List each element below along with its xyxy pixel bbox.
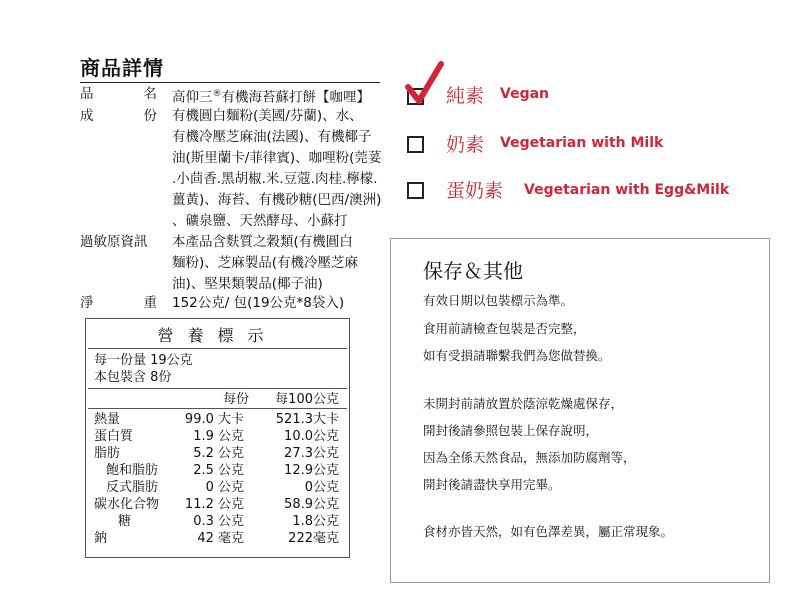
diet-en-vegan: Vegan: [500, 86, 549, 102]
diet-label-vegan: 純素: [446, 85, 485, 107]
storage-line: 未開封前請放置於蔭涼乾燥處保存，: [423, 396, 624, 411]
diet-checkbox-egg-milk[interactable]: [407, 182, 424, 199]
nutrition-row-name: 熱量: [94, 412, 121, 427]
nutrition-row-per100: 0公克: [304, 480, 339, 495]
nutrition-row-name: 碳水化合物: [94, 497, 160, 512]
diet-checkbox-milk[interactable]: [407, 136, 424, 153]
nutrition-row-per100: 521.3大卡: [275, 412, 339, 427]
spec-name-label: 品 名: [80, 86, 157, 102]
title-divider: [80, 82, 380, 83]
storage-line: 食材亦皆天然，如有色澤差異，屬正常現象。: [423, 524, 674, 539]
nutrition-servings: 本包裝含 8份: [94, 370, 172, 385]
diet-en-egg-milk: Vegetarian with Egg&Milk: [524, 182, 730, 198]
spec-net-value: 152公克/ 包(19公克*8袋入): [172, 295, 345, 311]
spec-allergen-row: [80, 232, 400, 295]
storage-line: 有效日期以包裝標示為準。: [423, 293, 574, 308]
spec-name-value: 高仰三®有機海苔蘇打餅【咖哩】: [172, 89, 370, 106]
nutrition-row-per: 0 公克: [205, 480, 244, 495]
nutrition-row-name: 反式脂肪: [106, 480, 159, 495]
storage-line: 因為全係天然食品，無添加防腐劑等，: [423, 450, 636, 465]
nutrition-row-name: 糖: [118, 514, 132, 529]
storage-panel: [390, 238, 770, 583]
storage-line: 食用前請檢查包裝是否完整，: [423, 321, 586, 336]
nutrition-row-per: 99.0 大卡: [184, 412, 244, 427]
nutrition-row-per100: 10.0公克: [284, 429, 339, 444]
spec-ingredients-label: 成 份: [80, 108, 157, 124]
nutrition-row-name: 飽和脂肪: [106, 463, 159, 478]
nutrition-row-name: 鈉: [94, 531, 108, 546]
spec-ingredients-row: [80, 106, 400, 232]
nutrition-divider: [88, 348, 347, 349]
storage-line: 如有受損請聯繫我們為您做替換。: [423, 348, 611, 363]
nutrition-row-per100: 27.3公克: [284, 446, 339, 461]
nutrition-divider: [88, 388, 347, 389]
nutrition-row-per: 1.9 公克: [193, 429, 244, 444]
nutrition-col-per-serving: 每份: [222, 392, 249, 407]
diet-en-milk: Vegetarian with Milk: [500, 135, 664, 151]
nutrition-row-name: 蛋白質: [94, 429, 134, 444]
diet-label-milk: 奶素: [446, 134, 485, 156]
nutrition-col-per-100g: 每100公克: [275, 392, 339, 407]
storage-title: 保存＆其他: [423, 259, 523, 283]
nutrition-row-per: 2.5 公克: [193, 463, 244, 478]
spec-allergen-label: 過敏原資訊: [80, 234, 148, 250]
diet-label-egg-milk: 蛋奶素: [446, 180, 504, 202]
spec-net-row: [80, 293, 400, 314]
nutrition-title: 營養標示: [157, 326, 278, 345]
storage-line: 開封後請參照包裝上保存說明，: [423, 423, 599, 438]
nutrition-row-per: 42 毫克: [197, 531, 244, 546]
nutrition-table: [85, 318, 350, 558]
nutrition-row-per100: 58.9公克: [284, 497, 339, 512]
storage-line: 開封後請盡快享用完畢。: [423, 477, 561, 492]
nutrition-row-per: 5.2 公克: [193, 446, 244, 461]
nutrition-row-per100: 12.9公克: [284, 463, 339, 478]
page-title: 商品詳情: [80, 56, 164, 80]
spec-ingredients-value: 有機圓白麵粉(美國/芬蘭)、水、 有機冷壓芝麻油(法國)、有機椰子 油(斯里蘭卡/菲律賓)、咖哩粉(莞荽 .小茴香.黑胡椒.米.豆蔻.肉桂.檸檬. 薑黃)、海苔、有機砂糖(巴西/澳洲) 、礦泉鹽、天然酵母、小蘇打: [172, 108, 382, 229]
nutrition-row-per100: 1.8公克: [292, 514, 339, 529]
nutrition-serving-size: 每一份量 19公克: [94, 353, 193, 368]
checkmark-icon: [404, 60, 444, 106]
nutrition-row-per: 0.3 公克: [193, 514, 244, 529]
spec-allergen-value: 本產品含麩質之穀類(有機圓白 麵粉)、芝麻製品(有機冷壓芝麻 油)、堅果類製品(椰子油): [172, 234, 359, 292]
spec-name-row: [80, 84, 400, 105]
nutrition-divider: [88, 408, 347, 409]
nutrition-row-per: 11.2 公克: [184, 497, 244, 512]
nutrition-row-name: 脂肪: [94, 446, 121, 461]
nutrition-row-per100: 222毫克: [288, 531, 339, 546]
spec-net-label: 淨 重: [80, 295, 157, 311]
